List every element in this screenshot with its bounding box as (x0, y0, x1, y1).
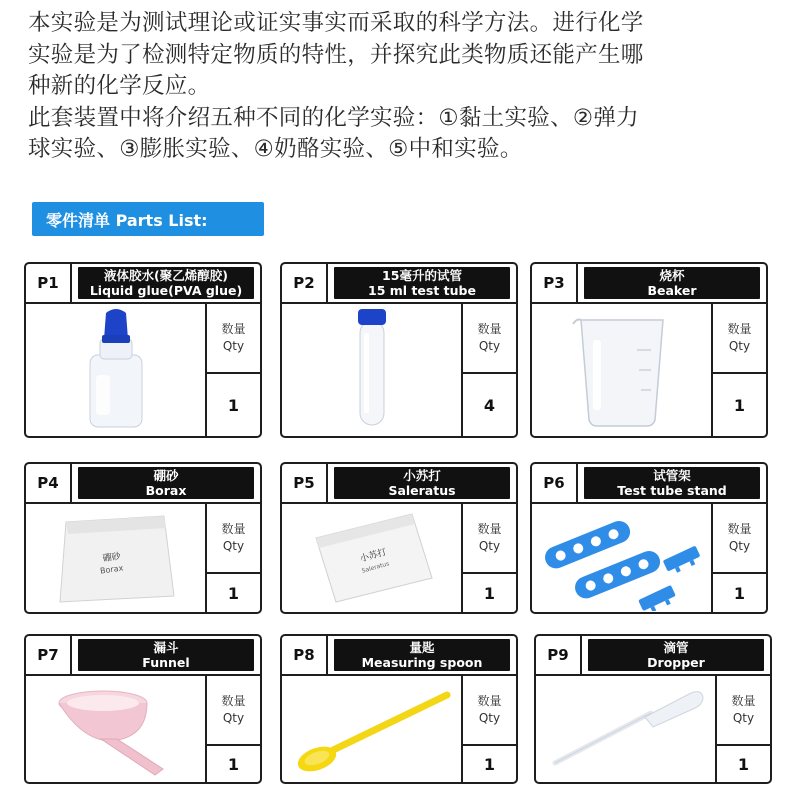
intro-line: 球实验、③膨胀实验、④奶酪实验、⑤中和实验。 (28, 136, 523, 162)
part-name-en: Borax (145, 483, 187, 498)
qty-label-cn: 数量 (727, 322, 752, 336)
qty-label-en: Qty (478, 339, 501, 353)
qty-label-cn: 数量 (221, 522, 246, 536)
part-image (532, 504, 713, 612)
dropper-icon (541, 679, 711, 779)
card-header (282, 264, 516, 304)
part-name-cn: 硼砂 (153, 468, 179, 483)
qty-value: 1 (733, 395, 746, 415)
qty-value: 1 (737, 754, 750, 774)
part-image (282, 504, 463, 612)
part-title (78, 267, 254, 299)
part-name-en: Liquid glue(PVA glue) (89, 283, 243, 298)
qty-label-en: Qty (222, 339, 245, 353)
part-name-cn: 试管架 (653, 468, 691, 483)
intro-text (28, 8, 788, 166)
part-title (334, 467, 510, 499)
qty-label-cn: 数量 (477, 322, 502, 336)
part-image (536, 676, 717, 782)
borax-packet-icon (46, 508, 186, 608)
part-title (334, 639, 510, 671)
qty-label-en: Qty (222, 711, 245, 725)
qty-label-en: Qty (728, 339, 751, 353)
qty-label (207, 304, 260, 374)
part-card-p8 (280, 634, 518, 784)
part-image (26, 676, 207, 782)
part-title (584, 267, 760, 299)
part-title (78, 639, 254, 671)
qty-value: 1 (227, 754, 240, 774)
packet-text-en: Saleratus (360, 560, 390, 575)
part-name-en: Dropper (647, 655, 705, 670)
card-header (282, 464, 516, 504)
qty-value: 1 (227, 583, 240, 603)
packet-text-en: Borax (98, 563, 124, 576)
part-id: P8 (282, 636, 328, 674)
part-id: P6 (532, 464, 578, 502)
part-id: P9 (536, 636, 582, 674)
part-id: P2 (282, 264, 328, 302)
qty-label-cn: 数量 (477, 694, 502, 708)
part-image (26, 304, 207, 436)
qty-label-cn: 数量 (221, 694, 246, 708)
part-name-en: Saleratus (388, 483, 456, 498)
part-name-cn: 烧杯 (659, 268, 685, 283)
part-card-p5 (280, 462, 518, 614)
part-image (282, 304, 463, 436)
qty-value: 1 (483, 754, 496, 774)
glue-bottle-icon (76, 305, 156, 435)
qty-label-en: Qty (478, 711, 501, 725)
qty-label-en: Qty (478, 539, 501, 553)
intro-line: 本实验是为测试理论或证实事实而采取的科学方法。进行化学 (28, 10, 644, 36)
qty-value: 1 (483, 583, 496, 603)
part-title (588, 639, 764, 671)
parts-list-banner: 零件清单 Parts List: (32, 202, 264, 236)
part-card-p2 (280, 262, 518, 438)
qty-label (463, 676, 516, 746)
card-header (536, 636, 770, 676)
part-name-en: Measuring spoon (361, 655, 483, 670)
packet-text-cn: 小苏打 (358, 547, 388, 565)
part-image (532, 304, 713, 436)
qty-value: 1 (733, 583, 746, 603)
card-header (532, 264, 766, 304)
part-name-en: Funnel (142, 655, 190, 670)
qty-label-en: Qty (728, 539, 751, 553)
part-name-cn: 滴管 (663, 640, 689, 655)
qty-label (463, 504, 516, 574)
part-title (584, 467, 760, 499)
part-name-en: Test tube stand (617, 483, 727, 498)
qty-value: 1 (227, 395, 240, 415)
qty-label-cn: 数量 (221, 322, 246, 336)
part-name-cn: 15毫升的试管 (382, 268, 462, 283)
part-id: P5 (282, 464, 328, 502)
part-title (334, 267, 510, 299)
part-card-p3 (530, 262, 768, 438)
qty-label-en: Qty (732, 711, 755, 725)
part-name-en: Beaker (647, 283, 697, 298)
qty-value: 4 (483, 395, 496, 415)
beaker-icon (567, 310, 677, 430)
qty-label-cn: 数量 (727, 522, 752, 536)
card-header (26, 464, 260, 504)
part-image (26, 504, 207, 612)
part-name-en: 15 ml test tube (368, 283, 476, 298)
part-card-p7 (24, 634, 262, 784)
measuring-spoon-icon (287, 679, 457, 779)
qty-label-cn: 数量 (477, 522, 502, 536)
qty-label (713, 504, 766, 574)
part-name-cn: 漏斗 (153, 640, 179, 655)
intro-line: 实验是为了检测特定物质的特性，并探究此类物质还能产生哪 (28, 41, 644, 68)
card-header (26, 636, 260, 676)
part-card-p9 (534, 634, 772, 784)
intro-line: 种新的化学反应。 (28, 73, 211, 99)
part-card-p4 (24, 462, 262, 614)
part-name-cn: 量匙 (409, 640, 435, 655)
qty-label (207, 504, 260, 574)
qty-label (717, 676, 770, 746)
part-id: P1 (26, 264, 72, 302)
part-image (282, 676, 463, 782)
part-name-cn: 小苏打 (403, 468, 441, 483)
part-id: P7 (26, 636, 72, 674)
card-header (26, 264, 260, 304)
qty-label-en: Qty (222, 539, 245, 553)
part-id: P3 (532, 264, 578, 302)
card-header (282, 636, 516, 676)
saleratus-packet-icon (302, 508, 442, 608)
packet-text-cn: 硼砂 (101, 551, 121, 565)
qty-label-cn: 数量 (731, 694, 756, 708)
test-tube-icon (342, 305, 402, 435)
part-title (78, 467, 254, 499)
part-card-p1 (24, 262, 262, 438)
part-card-p6 (530, 462, 768, 614)
test-tube-stand-icon (537, 506, 707, 611)
qty-label (713, 304, 766, 374)
funnel-icon (51, 679, 181, 779)
part-name-cn: 液体胶水(聚乙烯醇胶) (104, 268, 228, 283)
qty-label (207, 676, 260, 746)
part-id: P4 (26, 464, 72, 502)
qty-label (463, 304, 516, 374)
intro-line: 此套装置中将介绍五种不同的化学实验：①黏土实验、②弹力 (28, 104, 639, 131)
card-header (532, 464, 766, 504)
